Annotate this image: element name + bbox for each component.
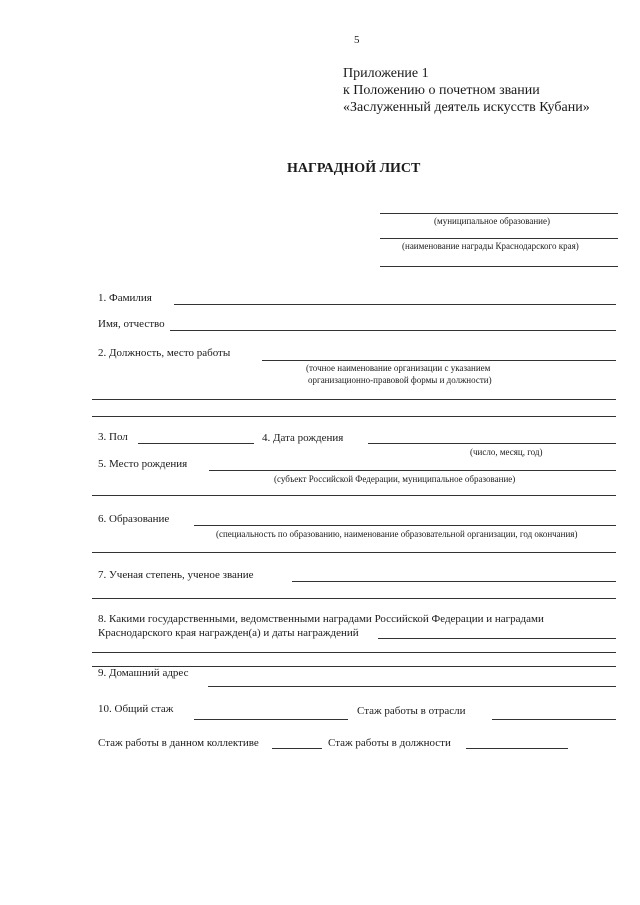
position-line-3[interactable] — [92, 416, 616, 417]
surname-label: 1. Фамилия — [98, 292, 152, 304]
birth-place-label: 5. Место рождения — [98, 458, 188, 470]
birth-place-line[interactable] — [209, 470, 616, 471]
position-experience-line[interactable] — [466, 748, 568, 749]
position-label: 2. Должность, место работы — [98, 347, 231, 359]
industry-experience-label: Стаж работы в отрасли — [357, 705, 466, 717]
address-line[interactable] — [208, 686, 616, 687]
degree-line-2[interactable] — [92, 598, 616, 599]
position-caption-1: (точное наименование организации с указанием — [306, 363, 491, 373]
appendix-line-1: Приложение 1 — [343, 66, 429, 81]
total-experience-line[interactable] — [194, 719, 348, 720]
municipality-caption: (муниципальное образование) — [434, 216, 550, 226]
education-line[interactable] — [194, 525, 616, 526]
municipality-line — [380, 213, 618, 214]
position-caption-2: организационно-правовой формы и должности) — [308, 375, 492, 385]
education-line-2[interactable] — [92, 552, 616, 553]
award-name-caption: (наименование награды Краснодарского края) — [402, 241, 579, 251]
degree-label: 7. Ученая степень, ученое звание — [98, 569, 254, 581]
education-label: 6. Образование — [98, 513, 170, 525]
degree-line[interactable] — [292, 581, 616, 582]
team-experience-line[interactable] — [272, 748, 322, 749]
birth-place-line-2[interactable] — [92, 495, 616, 496]
name-patronymic-line[interactable] — [170, 330, 616, 331]
team-experience-label: Стаж работы в данном коллективе — [98, 737, 259, 749]
education-caption: (специальность по образованию, наименование образовательной организации, год окончания) — [216, 529, 578, 539]
page-number: 5 — [354, 34, 360, 46]
header-extra-line — [380, 266, 618, 267]
awards-label-line-1: 8. Какими государственными, ведомственными наградами Российской Федерации и наградами — [98, 613, 544, 625]
name-patronymic-label: Имя, отчество — [98, 318, 165, 330]
awards-label-line-2: Краснодарского края награжден(а) и даты награждений — [98, 627, 359, 639]
position-line-2[interactable] — [92, 399, 616, 400]
address-label: 9. Домашний адрес — [98, 667, 189, 679]
appendix-line-2: к Положению о почетном звании — [343, 83, 540, 98]
awards-line-2[interactable] — [92, 652, 616, 653]
birth-date-label: 4. Дата рождения — [262, 432, 344, 444]
position-experience-label: Стаж работы в должности — [328, 737, 451, 749]
sex-label: 3. Пол — [98, 431, 128, 443]
awards-line[interactable] — [378, 638, 616, 639]
birth-date-caption: (число, месяц, год) — [470, 447, 543, 457]
document-title: НАГРАДНОЙ ЛИСТ — [287, 161, 421, 176]
award-name-line — [380, 238, 618, 239]
industry-experience-line[interactable] — [492, 719, 616, 720]
total-experience-label: 10. Общий стаж — [98, 703, 174, 715]
surname-line[interactable] — [174, 304, 616, 305]
sex-line[interactable] — [138, 443, 254, 444]
position-line[interactable] — [262, 360, 616, 361]
birth-place-caption: (субъект Российской Федерации, муниципальное образование) — [274, 474, 516, 484]
birth-date-line[interactable] — [368, 443, 616, 444]
appendix-line-3: «Заслуженный деятель искусств Кубани» — [343, 100, 590, 115]
